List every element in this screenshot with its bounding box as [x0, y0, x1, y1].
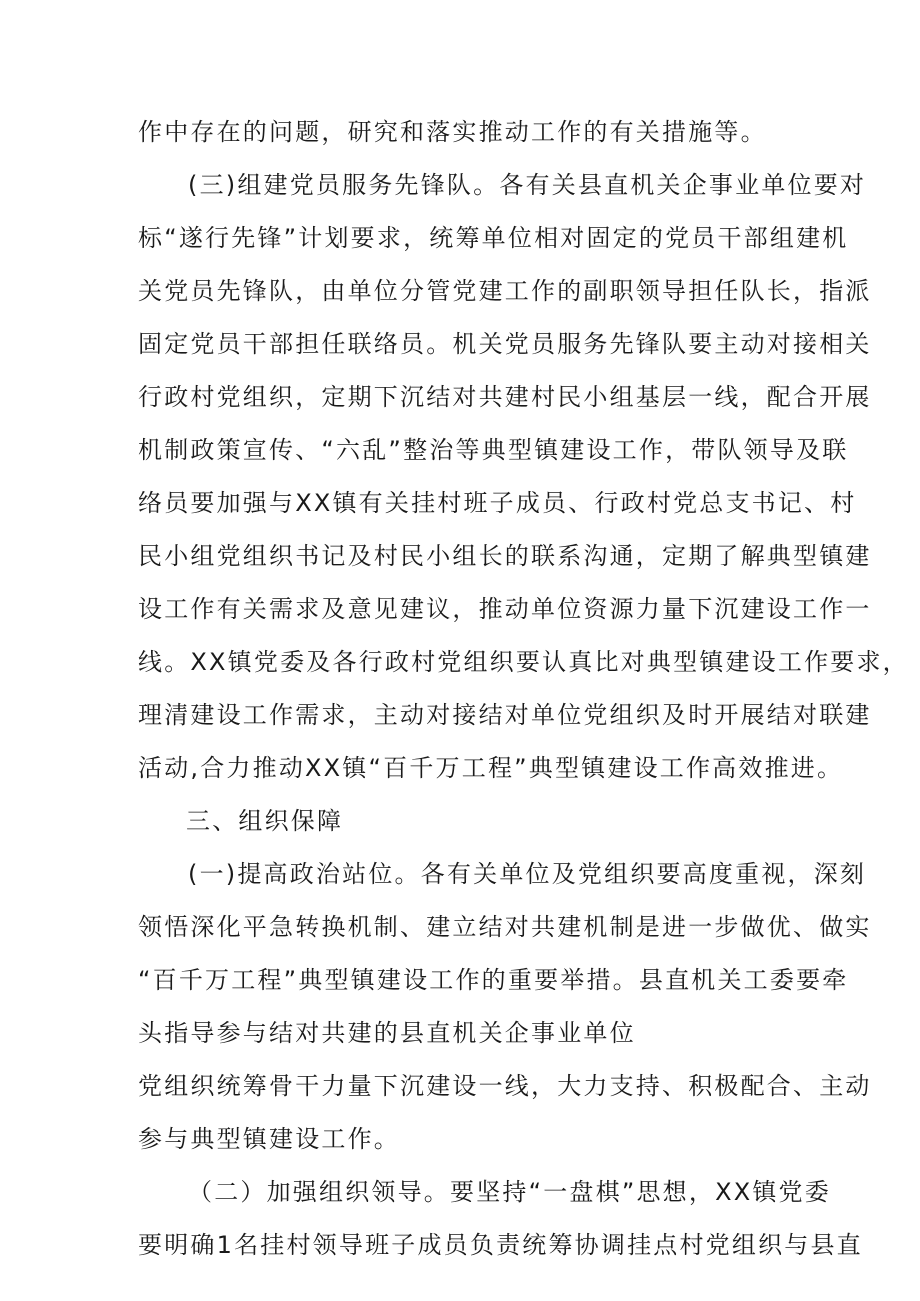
text-line: 行政村党组织，定期下沉结对共建村民小组基层一线，配合开展 — [138, 383, 872, 411]
paragraph-1-start: (一)提高政治站位。各有关单位及党组织要高度重视，深刻 — [188, 860, 867, 888]
text-line: 关党员先锋队，由单位分管党建工作的副职领导担任队长，指派 — [138, 277, 872, 305]
text-line: 领悟深化平急转换机制、建立结对共建机制是进一步做优、做实 — [138, 913, 872, 941]
text-line: 固定党员干部担任联络员。机关党员服务先锋队要主动对接相关 — [138, 330, 872, 358]
text-line: “百千万工程”典型镇建设工作的重要举措。县直机关工委要牵 — [138, 966, 849, 994]
text-line: 理清建设工作需求，主动对接结对单位党组织及时开展结对联建 — [138, 701, 872, 729]
paragraph-2-start: （二）加强组织领导。要坚持“一盘棋”思想，XX镇党委 — [188, 1178, 831, 1206]
text-line: 党组织统筹骨干力量下沉建设一线，大力支持、积极配合、主动 — [138, 1072, 872, 1100]
text-line: 参与典型镇建设工作。 — [138, 1125, 400, 1153]
text-line: 设工作有关需求及意见建议，推动单位资源力量下沉建设工作一 — [138, 595, 872, 623]
text-line: 活动,合力推动XX镇“百千万工程”典型镇建设工作高效推进。 — [138, 754, 844, 782]
text-line: 线。XX镇党委及各行政村党组织要认真比对典型镇建设工作要求， — [138, 648, 909, 676]
text-line: 头指导参与结对共建的县直机关企事业单位 — [138, 1019, 636, 1047]
text-line: 民小组党组织书记及村民小组长的联系沟通，定期了解典型镇建 — [138, 542, 872, 570]
paragraph-3-start: (三)组建党员服务先锋队。各有关县直机关企事业单位要对 — [188, 171, 867, 199]
text-line: 标“遂行先锋”计划要求，统筹单位相对固定的党员干部组建机 — [138, 224, 849, 252]
text-line: 要明确1名挂村领导班子成员负责统筹协调挂点村党组织与县直 — [138, 1231, 863, 1259]
text-line: 机制政策宣传、“六乱”整治等典型镇建设工作，带队领导及联 — [138, 436, 849, 464]
text-line: 络员要加强与XX镇有关挂村班子成员、行政村党总支书记、村 — [138, 489, 857, 517]
text-line: 作中存在的问题，研究和落实推动工作的有关措施等。 — [138, 118, 767, 146]
section-heading: 三、组织保障 — [186, 807, 344, 835]
